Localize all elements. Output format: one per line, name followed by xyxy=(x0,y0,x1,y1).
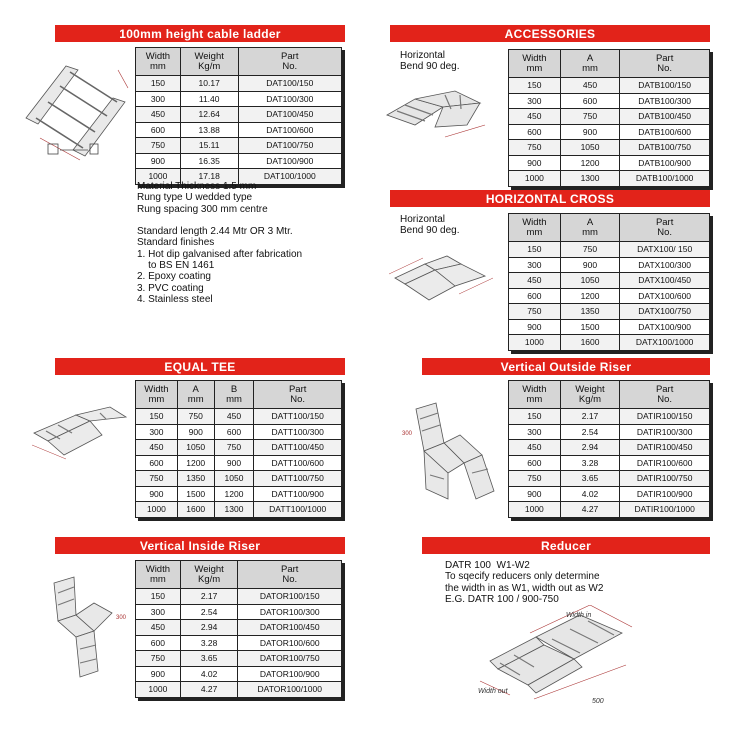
horizontal-bend-drawing xyxy=(385,85,500,150)
note-line: Standard length 2.44 Mtr OR 3 Mtr. xyxy=(137,226,293,238)
table-cell: 600 xyxy=(136,455,178,471)
accessories-banner: ACCESSORIES xyxy=(390,25,710,42)
table-cell: DATX100/ 150 xyxy=(620,242,710,258)
table-cell: 1000 xyxy=(136,169,181,185)
equal-tee-drawing xyxy=(30,405,135,460)
table-cell: 1350 xyxy=(560,304,620,320)
table-cell: 450 xyxy=(509,109,561,125)
table-cell: 300 xyxy=(509,424,561,440)
table-header-row xyxy=(509,381,710,409)
table-cell: 300 xyxy=(509,257,561,273)
table-cell: 2.17 xyxy=(180,589,238,605)
table-cell: 2.54 xyxy=(560,424,620,440)
vertical-outside-riser-drawing xyxy=(398,395,503,505)
cable-ladder-drawing xyxy=(18,58,133,163)
length-label: 500 xyxy=(592,698,604,705)
table-row xyxy=(136,589,342,605)
table-cell: 1600 xyxy=(560,335,620,351)
table-row xyxy=(136,424,342,440)
table-cell: 900 xyxy=(509,319,561,335)
table-cell: 10.17 xyxy=(180,76,238,92)
table-cell: 11.40 xyxy=(180,91,238,107)
vertical-outside-riser-table xyxy=(508,380,710,518)
note-line: 4. Stainless steel xyxy=(137,293,213,305)
table-cell: DATOR100/750 xyxy=(238,651,342,667)
table-cell: 1350 xyxy=(177,471,214,487)
table-cell: 17.18 xyxy=(180,169,238,185)
table-cell: DATT100/750 xyxy=(254,471,342,487)
column-header: Weight Kg/m xyxy=(560,381,620,409)
table-row xyxy=(509,471,710,487)
table-header-row xyxy=(136,381,342,409)
table-cell: DATIR100/450 xyxy=(620,440,710,456)
reducer-banner: Reducer xyxy=(422,537,710,554)
table-cell: 16.35 xyxy=(180,153,238,169)
table-row xyxy=(509,335,710,351)
column-header: Width mm xyxy=(136,381,178,409)
accessories-label: Horizontal Bend 90 deg. xyxy=(400,50,460,72)
table-cell: 750 xyxy=(560,242,620,258)
table-row xyxy=(509,257,710,273)
table-cell: DATB100/300 xyxy=(620,93,710,109)
column-header: A mm xyxy=(560,214,620,242)
reducer-description xyxy=(445,560,603,605)
table-row xyxy=(136,486,342,502)
table-row xyxy=(136,440,342,456)
table-cell: DAT100/450 xyxy=(238,107,341,123)
table-cell: 900 xyxy=(560,257,620,273)
table-cell: DAT100/150 xyxy=(238,76,341,92)
column-header: B mm xyxy=(214,381,254,409)
note-line: 3. PVC coating xyxy=(137,282,204,294)
column-header: Width mm xyxy=(136,561,181,589)
table-cell: DATIR100/900 xyxy=(620,486,710,502)
table-cell: 750 xyxy=(136,138,181,154)
column-header: Width mm xyxy=(509,381,561,409)
table-row xyxy=(136,409,342,425)
vertical-inside-riser-banner: Vertical Inside Riser xyxy=(55,537,345,554)
table-row xyxy=(136,455,342,471)
cable-ladder-banner: 100mm height cable ladder xyxy=(55,25,345,42)
table-cell: 450 xyxy=(509,440,561,456)
table-cell: 900 xyxy=(136,666,181,682)
table-cell: 600 xyxy=(214,424,254,440)
table-cell: DATB100/450 xyxy=(620,109,710,125)
equal-tee-table xyxy=(135,380,342,518)
table-cell: 1000 xyxy=(136,682,181,698)
table-row xyxy=(509,93,710,109)
note-line: Rung spacing 300 mm centre xyxy=(137,203,268,215)
table-cell: 1200 xyxy=(560,288,620,304)
table-cell: 1000 xyxy=(509,335,561,351)
table-row xyxy=(136,76,342,92)
note-line: Rung type U wedded type xyxy=(137,192,253,204)
horizontal-cross-table xyxy=(508,213,710,351)
table-cell: 900 xyxy=(177,424,214,440)
table-cell: 750 xyxy=(509,304,561,320)
table-cell: 3.28 xyxy=(180,635,238,651)
svg-text:300: 300 xyxy=(116,615,127,621)
note-line: Material Thickness 1.5 mm xyxy=(137,181,257,192)
cable-ladder-notes xyxy=(137,181,302,305)
table-cell: DAT100/900 xyxy=(238,153,341,169)
table-cell: 3.65 xyxy=(560,471,620,487)
table-row xyxy=(136,666,342,682)
table-cell: DATIR100/1000 xyxy=(620,502,710,518)
table-cell: 900 xyxy=(136,486,178,502)
table-cell: 750 xyxy=(509,140,561,156)
column-header: Width mm xyxy=(509,214,561,242)
table-cell: DATT100/300 xyxy=(254,424,342,440)
table-cell: DATIR100/750 xyxy=(620,471,710,487)
table-cell: 1050 xyxy=(214,471,254,487)
note-line: to BS EN 1461 xyxy=(137,260,215,272)
table-cell: 600 xyxy=(136,635,181,651)
table-cell: 750 xyxy=(560,109,620,125)
table-cell: DAT100/300 xyxy=(238,91,341,107)
table-cell: 1000 xyxy=(136,502,178,518)
width-out-label: Width out xyxy=(478,688,508,695)
table-row xyxy=(509,486,710,502)
table-header-row xyxy=(136,48,342,76)
horizontal-cross-drawing xyxy=(385,250,500,305)
cable-ladder-table xyxy=(135,47,342,185)
table-cell: 1000 xyxy=(509,502,561,518)
table-cell: 13.88 xyxy=(180,122,238,138)
table-cell: 900 xyxy=(214,455,254,471)
table-row xyxy=(509,155,710,171)
table-cell: 12.64 xyxy=(180,107,238,123)
table-row xyxy=(136,107,342,123)
table-row xyxy=(509,78,710,94)
table-cell: 150 xyxy=(509,242,561,258)
table-cell: 3.65 xyxy=(180,651,238,667)
table-row xyxy=(509,140,710,156)
table-cell: DATX100/1000 xyxy=(620,335,710,351)
table-cell: DATB100/900 xyxy=(620,155,710,171)
reducer-line: To sqecify reducers only determine xyxy=(445,571,600,583)
table-row xyxy=(136,620,342,636)
table-cell: 900 xyxy=(509,486,561,502)
table-cell: 450 xyxy=(136,440,178,456)
table-cell: 600 xyxy=(136,122,181,138)
column-header: Weight Kg/m xyxy=(180,48,238,76)
column-header: Part No. xyxy=(620,50,710,78)
note-line xyxy=(137,215,302,226)
table-row xyxy=(136,682,342,698)
table-row xyxy=(509,242,710,258)
table-row xyxy=(509,288,710,304)
table-cell: 1200 xyxy=(214,486,254,502)
column-header: Part No. xyxy=(620,214,710,242)
width-in-label: Width in xyxy=(566,612,592,619)
table-cell: 1500 xyxy=(560,319,620,335)
table-cell: 1300 xyxy=(560,171,620,187)
table-row xyxy=(509,171,710,187)
table-cell: 900 xyxy=(136,153,181,169)
table-header-row xyxy=(509,50,710,78)
table-cell: 150 xyxy=(509,409,561,425)
table-cell: 2.94 xyxy=(560,440,620,456)
note-line: 2. Epoxy coating xyxy=(137,271,211,283)
table-cell: 600 xyxy=(509,124,561,140)
table-cell: 750 xyxy=(509,471,561,487)
table-cell: DATX100/300 xyxy=(620,257,710,273)
table-row xyxy=(136,635,342,651)
accessories-table xyxy=(508,49,710,187)
table-cell: DATIR100/300 xyxy=(620,424,710,440)
table-row xyxy=(509,502,710,518)
table-row xyxy=(136,502,342,518)
table-cell: 750 xyxy=(177,409,214,425)
table-cell: 450 xyxy=(136,620,181,636)
table-cell: 2.54 xyxy=(180,604,238,620)
table-row xyxy=(509,455,710,471)
table-cell: 1050 xyxy=(560,140,620,156)
table-row xyxy=(509,409,710,425)
table-cell: 750 xyxy=(136,471,178,487)
table-cell: 1300 xyxy=(214,502,254,518)
table-cell: 450 xyxy=(214,409,254,425)
table-cell: DATT100/600 xyxy=(254,455,342,471)
table-row xyxy=(136,604,342,620)
vertical-inside-riser-table xyxy=(135,560,342,698)
table-cell: DATX100/600 xyxy=(620,288,710,304)
table-row xyxy=(509,304,710,320)
table-cell: 150 xyxy=(136,76,181,92)
table-cell: 4.02 xyxy=(180,666,238,682)
table-cell: DATOR100/150 xyxy=(238,589,342,605)
table-row xyxy=(136,651,342,667)
table-cell: 1050 xyxy=(560,273,620,289)
table-cell: DATOR100/600 xyxy=(238,635,342,651)
table-cell: DATOR100/900 xyxy=(238,666,342,682)
horizontal-cross-label: Horizontal Bend 90 deg. xyxy=(400,214,460,236)
reducer-line: the width in as W1, width out as W2 xyxy=(445,582,604,594)
table-cell: 300 xyxy=(136,91,181,107)
table-row xyxy=(136,471,342,487)
column-header: A mm xyxy=(177,381,214,409)
table-row xyxy=(509,424,710,440)
note-line: 1. Hot dip galvanised after fabrication xyxy=(137,248,303,260)
table-cell: 4.02 xyxy=(560,486,620,502)
table-cell: DAT100/1000 xyxy=(238,169,341,185)
table-cell: 3.28 xyxy=(560,455,620,471)
table-cell: 600 xyxy=(509,288,561,304)
vertical-outside-riser-banner: Vertical Outside Riser xyxy=(422,358,710,375)
table-cell: DATX100/900 xyxy=(620,319,710,335)
table-cell: 450 xyxy=(560,78,620,94)
table-cell: DATOR100/1000 xyxy=(238,682,342,698)
table-cell: DATT100/450 xyxy=(254,440,342,456)
table-cell: 1050 xyxy=(177,440,214,456)
table-cell: 750 xyxy=(136,651,181,667)
table-row xyxy=(136,91,342,107)
table-row xyxy=(136,122,342,138)
table-cell: DATX100/750 xyxy=(620,304,710,320)
table-cell: 900 xyxy=(560,124,620,140)
column-header: Part No. xyxy=(620,381,710,409)
column-header: Width mm xyxy=(509,50,561,78)
table-row xyxy=(509,319,710,335)
table-cell: DATT100/150 xyxy=(254,409,342,425)
table-cell: DATOR100/300 xyxy=(238,604,342,620)
table-row xyxy=(136,138,342,154)
reducer-line: DATR 100 W1-W2 xyxy=(445,560,530,571)
table-cell: 150 xyxy=(136,589,181,605)
table-cell: DATIR100/600 xyxy=(620,455,710,471)
table-row xyxy=(509,440,710,456)
table-header-row xyxy=(509,214,710,242)
table-cell: 1600 xyxy=(177,502,214,518)
table-cell: DATIR100/150 xyxy=(620,409,710,425)
table-cell: DATX100/450 xyxy=(620,273,710,289)
table-cell: 300 xyxy=(136,424,178,440)
table-cell: 2.17 xyxy=(560,409,620,425)
reducer-line: E.G. DATR 100 / 900-750 xyxy=(445,593,559,605)
table-row xyxy=(509,273,710,289)
table-cell: 4.27 xyxy=(560,502,620,518)
table-cell: 750 xyxy=(214,440,254,456)
reducer-drawing xyxy=(470,605,640,710)
table-cell: 600 xyxy=(560,93,620,109)
table-cell: 300 xyxy=(136,604,181,620)
column-header: Part No. xyxy=(254,381,342,409)
table-header-row xyxy=(136,561,342,589)
table-cell: 15.11 xyxy=(180,138,238,154)
table-cell: DATB100/600 xyxy=(620,124,710,140)
vertical-inside-riser-drawing xyxy=(40,575,135,680)
table-cell: DATT100/900 xyxy=(254,486,342,502)
table-cell: 1500 xyxy=(177,486,214,502)
column-header: Width mm xyxy=(136,48,181,76)
table-cell: DATB100/750 xyxy=(620,140,710,156)
horizontal-cross-banner: HORIZONTAL CROSS xyxy=(390,190,710,207)
column-header: Part No. xyxy=(238,48,341,76)
table-cell: 900 xyxy=(509,155,561,171)
table-cell: 450 xyxy=(509,273,561,289)
table-cell: 1000 xyxy=(509,171,561,187)
table-cell: 600 xyxy=(509,455,561,471)
table-cell: 150 xyxy=(136,409,178,425)
table-cell: DAT100/600 xyxy=(238,122,341,138)
table-row xyxy=(509,124,710,140)
table-cell: DATB100/1000 xyxy=(620,171,710,187)
table-cell: 1200 xyxy=(177,455,214,471)
table-cell: 2.94 xyxy=(180,620,238,636)
table-cell: DAT100/750 xyxy=(238,138,341,154)
table-cell: 150 xyxy=(509,78,561,94)
table-cell: 4.27 xyxy=(180,682,238,698)
equal-tee-banner: EQUAL TEE xyxy=(55,358,345,375)
table-cell: DATT100/1000 xyxy=(254,502,342,518)
column-header: Weight Kg/m xyxy=(180,561,238,589)
table-cell: 1200 xyxy=(560,155,620,171)
table-row xyxy=(136,153,342,169)
table-row xyxy=(509,109,710,125)
table-cell: 300 xyxy=(509,93,561,109)
column-header: Part No. xyxy=(238,561,342,589)
table-cell: 450 xyxy=(136,107,181,123)
column-header: A mm xyxy=(560,50,620,78)
table-cell: DATOR100/450 xyxy=(238,620,342,636)
note-line: Standard finishes xyxy=(137,237,215,249)
svg-text:300: 300 xyxy=(402,431,413,437)
table-cell: DATB100/150 xyxy=(620,78,710,94)
